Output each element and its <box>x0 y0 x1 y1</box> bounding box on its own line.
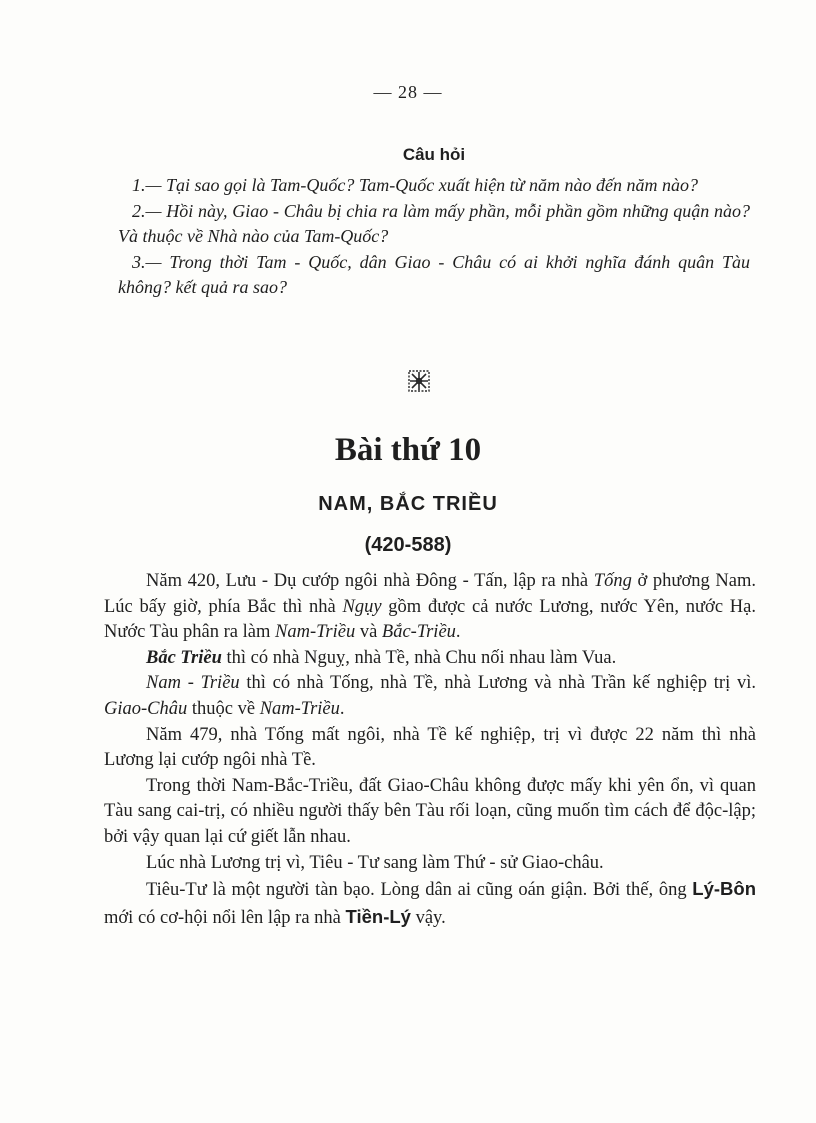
paragraph-5: Trong thời Nam-Bắc-Triều, đất Giao-Châu không được mấy khi yên ổn, vì quan Tàu sang cai-trị, có nhiều người thấy bên Tàu rối loạn, cũng muốn tìm cách để độc-lập; bởi vậy quan lại cứ giết lẫn nhau. <box>104 775 756 847</box>
lesson-title: Bài thứ 10 <box>334 432 482 468</box>
paragraph-6: Lúc nhà Lương trị vì, Tiêu - Tư sang làm Thứ - sử Giao-châu. <box>146 852 604 873</box>
paragraph-1: Năm 420, Lưu - Dụ cướp ngôi nhà Đông - Tấn, lập ra nhà Tống ở phương Nam. Lúc bấy giờ, phía Bắc thì nhà Ngụy gồm được cả nước Lương, nước Yên, nước Hạ. Nước Tàu phân ra làm Nam-Triều và Bắc-Triều. <box>104 571 757 643</box>
question-1: 1.— Tại sao gọi là Tam-Quốc? Tam-Quốc xuất hiện từ năm nào đến năm nào? <box>132 175 698 195</box>
lesson-subtitle: NAM, BẮC TRIỀU <box>318 493 498 515</box>
review-questions <box>118 145 750 301</box>
paragraph-4: Năm 479, nhà Tống mất ngôi, nhà Tề kế nghiệp, trị vì được 22 năm thì nhà Lương lại cướp ngôi nhà Tề. <box>104 724 756 771</box>
paragraph-2: Bắc Triều thì có nhà Nguỵ, nhà Tề, nhà Chu nối nhau làm Vua. <box>146 647 617 668</box>
page-number: — 28 — <box>373 82 443 102</box>
questions-heading: Câu hỏi <box>402 145 466 164</box>
lesson-years: (420-588) <box>364 534 452 556</box>
question-3: 3.— Trong thời Tam - Quốc, dân Giao - Châu có ai khởi nghĩa đánh quân Tàu không? kết quả ra sao? <box>118 251 750 297</box>
ornament-icon <box>408 370 430 392</box>
paragraph-7: Tiêu-Tư là một người tàn bạo. Lòng dân ai cũng oán giận. Bởi thế, ông Lý-Bôn mới có cơ-hội nổi lên lập ra nhà Tiền-Lý vậy. <box>104 878 756 928</box>
lesson-body <box>104 569 756 931</box>
paragraph-3: Nam - Triều thì có nhà Tống, nhà Tề, nhà Lương và nhà Trần kế nghiệp trị vì. Giao-Châu thuộc về Nam-Triều. <box>104 673 756 719</box>
question-2: 2.— Hồi này, Giao - Châu bị chia ra làm mấy phần, mỗi phần gồm những quận nào? Và thuộc về Nhà nào của Tam-Quốc? <box>118 200 750 246</box>
